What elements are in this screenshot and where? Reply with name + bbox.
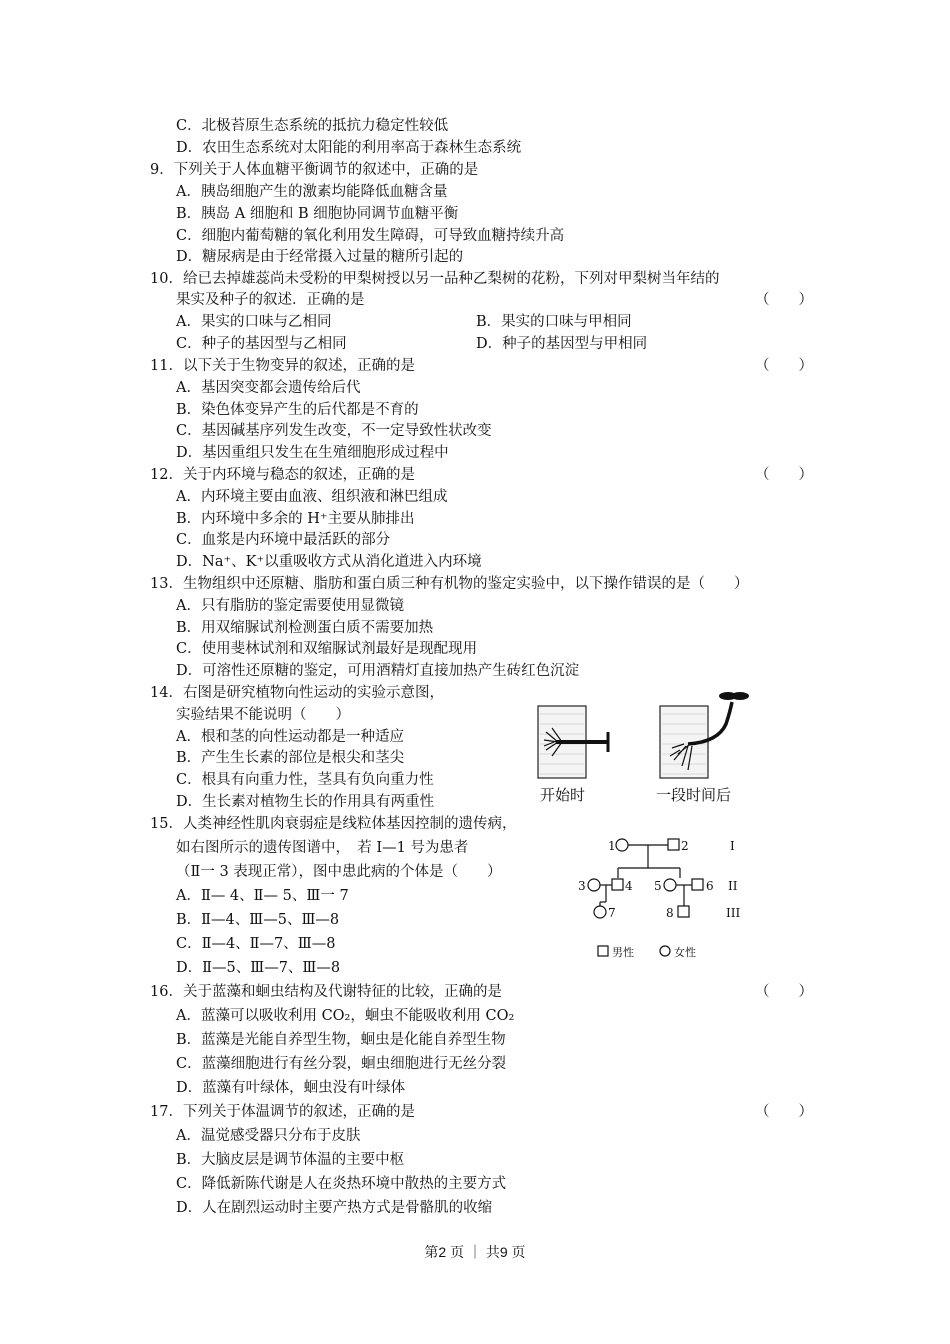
question-15: 15．人类神经性肌肉衰弱症是线粒体基因控制的遗传病， — [150, 816, 517, 832]
female-symbol — [594, 906, 606, 918]
pedigree-figure — [570, 832, 750, 966]
option-line: B．产生生长素的部位是根尖和茎尖 — [176, 750, 405, 766]
question-11: 11．以下关于生物变异的叙述，正确的是 — [150, 358, 415, 374]
generation-label: II — [728, 879, 738, 893]
pedigree-label: 1 — [608, 839, 616, 853]
pedigree-label: 6 — [706, 879, 714, 893]
question-13: 13．生物组织中还原糖、脂肪和蛋白质三种有机物的鉴定实验中，以下操作错误的是（ ） — [150, 576, 749, 592]
question-15-cont: 如右图所示的遗传图谱中， 若 I—1 号为患者 — [176, 840, 469, 856]
pedigree-label: 5 — [654, 879, 662, 893]
option-line: C．根具有向重力性，茎具有负向重力性 — [176, 772, 434, 788]
option-line: D．可溶性还原糖的鉴定，可用酒精灯直接加热产生砖红色沉淀 — [176, 663, 580, 679]
option-line: A．内环境主要由血液、组织液和淋巴组成 — [176, 489, 448, 505]
female-symbol — [588, 879, 600, 891]
option-line: B．内环境中多余的 H⁺主要从肺排出 — [176, 511, 415, 527]
option-line: C．种子的基因型与乙相同 — [176, 336, 347, 352]
option-line: D．Na⁺、K⁺以重吸收方式从消化道进入内环境 — [176, 554, 482, 570]
question-9: 9．下列关于人体血糖平衡调节的叙述中，正确的是 — [150, 162, 479, 178]
option-line: D．Ⅱ—5、Ⅲ—7、Ⅲ—8 — [176, 960, 341, 976]
option-line: D．糖尿病是由于经常摄入过量的糖所引起的 — [176, 249, 464, 265]
option-line: A．蓝藻可以吸收利用 CO₂，蛔虫不能吸收利用 CO₂ — [176, 1008, 515, 1024]
label-start: 开始时 — [540, 786, 586, 804]
answer-paren: （ ） — [755, 467, 813, 483]
option-line: C．蓝藻细胞进行有丝分裂，蛔虫细胞进行无丝分裂 — [176, 1056, 507, 1072]
option-line: A．胰岛细胞产生的激素均能降低血糖含量 — [176, 184, 448, 200]
question-12: 12．关于内环境与稳态的叙述，正确的是 — [150, 467, 415, 483]
option-line: C．血浆是内环境中最活跃的部分 — [176, 532, 391, 548]
male-symbol — [668, 839, 679, 850]
option-line: B．用双缩脲试剂检测蛋白质不需要加热 — [176, 620, 434, 636]
male-symbol — [678, 906, 689, 917]
generation-label: I — [730, 839, 735, 853]
question-10: 10．给已去掉雄蕊尚未受粉的甲梨树授以另一品种乙梨树的花粉，下列对甲梨树当年结的 — [150, 271, 720, 287]
option-line: A．果实的口味与乙相同 — [176, 314, 332, 330]
option-line: C．细胞内葡萄糖的氧化利用发生障碍，可导致血糖持续升高 — [176, 228, 565, 244]
option-line: D．人在剧烈运动时主要产热方式是骨骼肌的收缩 — [176, 1200, 493, 1216]
option-line: D．生长素对植物生长的作用具有两重性 — [176, 794, 435, 810]
option-line: B．Ⅱ—4、Ⅲ—5、Ⅲ—8 — [176, 912, 340, 928]
pedigree-label: 8 — [666, 906, 674, 920]
option-line: A．基因突变都会遗传给后代 — [176, 380, 361, 396]
question-17: 17．下列关于体温调节的叙述，正确的是 — [150, 1104, 415, 1120]
female-symbol — [664, 879, 676, 891]
option-line: C．Ⅱ—4、Ⅱ—7、Ⅲ—8 — [176, 936, 336, 952]
legend-male: 男性 — [612, 946, 634, 959]
option-line: B．染色体变异产生的后代都是不育的 — [176, 402, 419, 418]
label-later: 一段时间后 — [656, 786, 732, 804]
option-line: A．只有脂肪的鉴定需要使用显微镜 — [176, 598, 404, 614]
option-line: B．果实的口味与甲相同 — [476, 314, 632, 330]
option-line: B．蓝藻是光能自养型生物，蛔虫是化能自养型生物 — [176, 1032, 506, 1048]
pedigree-label: 7 — [608, 906, 616, 920]
option-line: D．种子的基因型与甲相同 — [476, 336, 648, 352]
option-line: D．蓝藻有叶绿体，蛔虫没有叶绿体 — [176, 1080, 406, 1096]
answer-paren: （ ） — [755, 984, 813, 1000]
question-10-cont: 果实及种子的叙述．正确的是 — [176, 292, 365, 308]
male-symbol — [692, 879, 703, 890]
answer-paren: （ ） — [755, 358, 813, 374]
option-line: C．降低新陈代谢是人在炎热环境中散热的主要方式 — [176, 1176, 507, 1192]
question-14-cont: 实验结果不能说明（ ） — [176, 707, 350, 723]
pedigree-label: 4 — [625, 879, 633, 893]
pedigree-label: 3 — [578, 879, 586, 893]
question-14: 14．右图是研究植物向性运动的实验示意图， — [150, 685, 444, 701]
page-footer: 第2 页 ｜ 共9 页 — [424, 1244, 526, 1260]
option-line: A．温觉感受器只分布于皮肤 — [176, 1128, 361, 1144]
option-line: C．北极苔原生态系统的抵抗力稳定性较低 — [176, 118, 449, 134]
pedigree-label: 2 — [681, 839, 689, 853]
option-line: B．胰岛 A 细胞和 B 细胞协同调节血糖平衡 — [176, 206, 459, 222]
legend-female-icon — [660, 946, 670, 956]
option-line: C．使用斐林试剂和双缩脲试剂最好是现配现用 — [176, 641, 478, 657]
female-symbol — [616, 839, 628, 851]
option-line: D．农田生态系统对太阳能的利用率高于森林生态系统 — [176, 140, 522, 156]
option-line: A．根和茎的向性运动都是一种适应 — [176, 729, 404, 745]
legend-male-icon — [598, 946, 608, 956]
generation-label: III — [726, 906, 741, 920]
answer-paren: （ ） — [755, 1104, 813, 1120]
question-16: 16．关于蓝藻和蛔虫结构及代谢特征的比较，正确的是 — [150, 984, 502, 1000]
option-line: D．基因重组只发生在生殖细胞形成过程中 — [176, 445, 449, 461]
option-line: C．基因碱基序列发生改变，不一定导致性状改变 — [176, 423, 492, 439]
question-15-cont: （Ⅱ一 3 表现正常），图中患此病的个体是（ ） — [176, 864, 502, 880]
plant-tropism-figure — [528, 684, 758, 806]
option-line: B．大脑皮层是调节体温的主要中枢 — [176, 1152, 405, 1168]
legend-female: 女性 — [674, 946, 696, 959]
answer-paren: （ ） — [755, 292, 813, 308]
male-symbol — [612, 879, 623, 890]
option-line: A．Ⅱ— 4、Ⅱ— 5、Ⅲ一 7 — [176, 888, 349, 904]
